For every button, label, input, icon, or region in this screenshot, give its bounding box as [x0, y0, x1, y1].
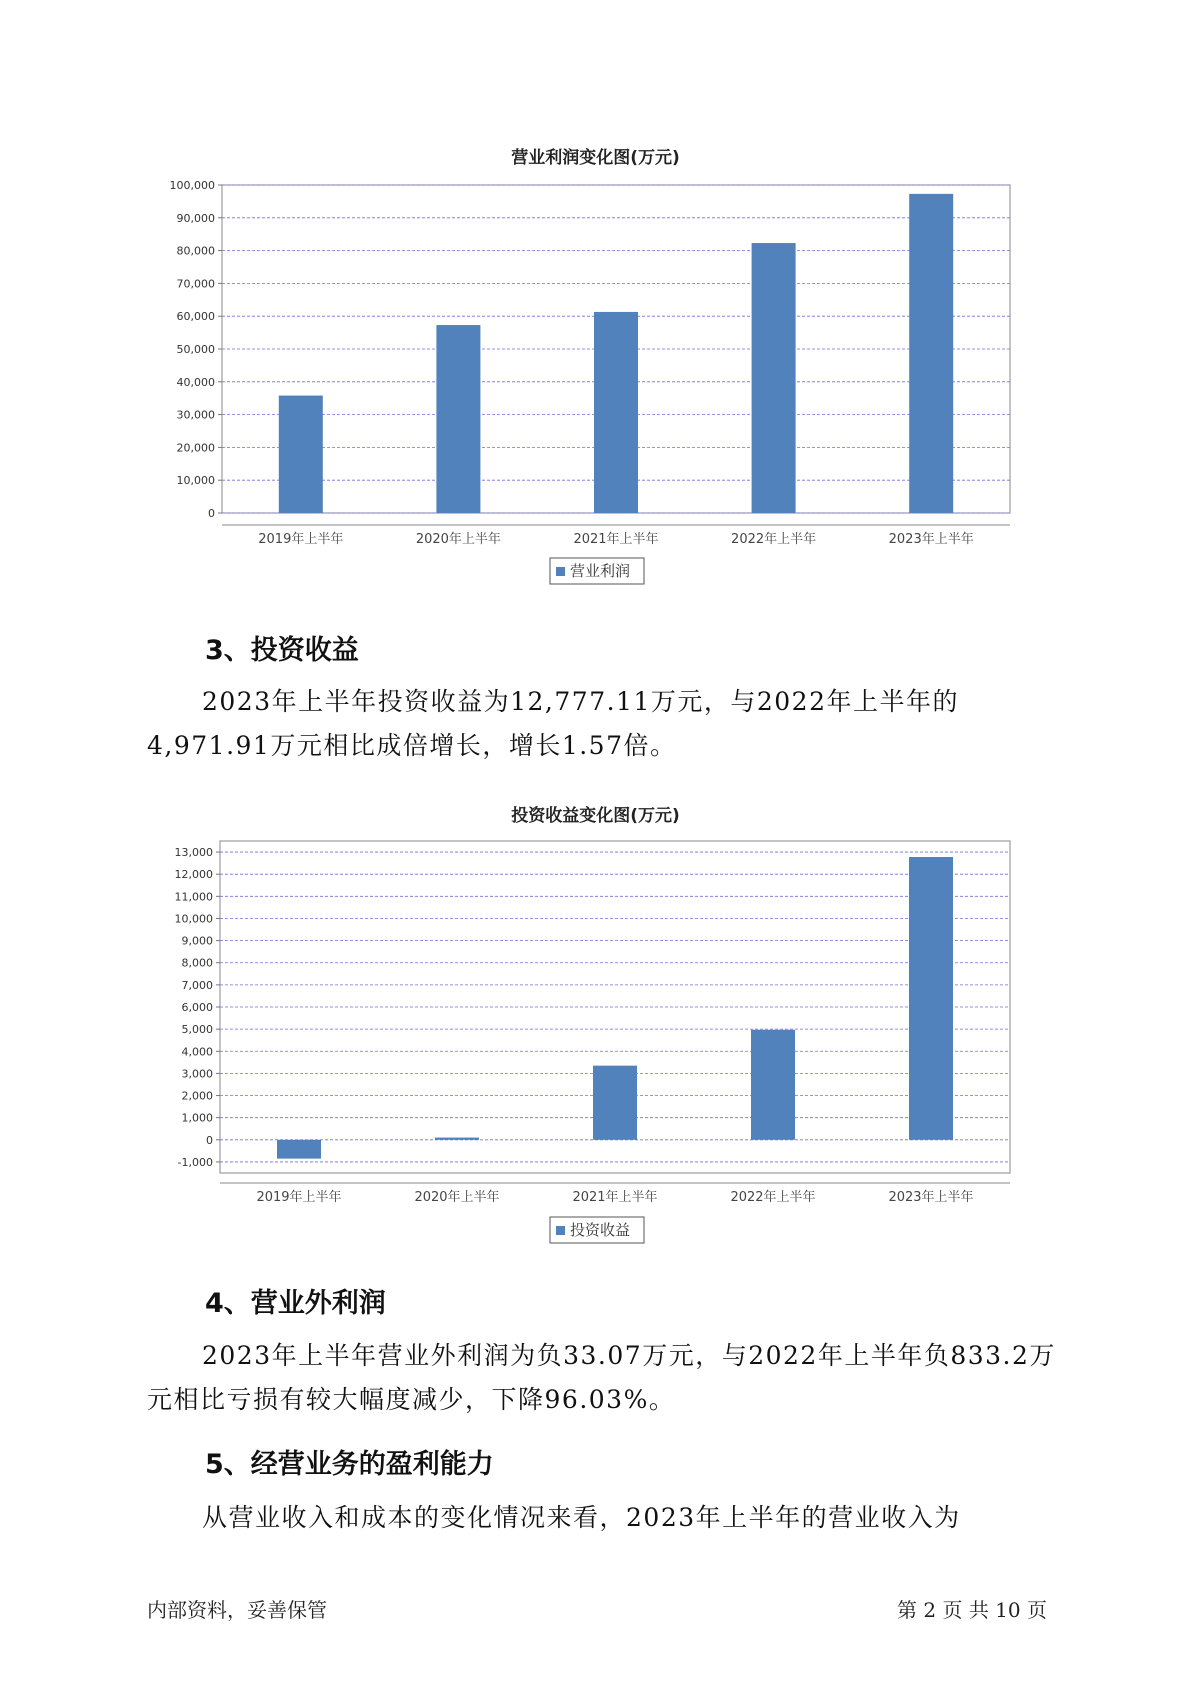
x-tick-label: 2020年上半年	[414, 1190, 500, 1205]
y-tick-label: 5,000	[181, 1023, 213, 1037]
y-tick-label: 8,000	[181, 956, 213, 970]
x-tick-label: 2019年上半年	[256, 1190, 342, 1205]
footer-page-number: 第 2 页 共 10 页	[897, 1598, 1047, 1622]
y-tick-label: 90,000	[176, 211, 215, 225]
x-tick-label: 2022年上半年	[730, 1190, 816, 1205]
heading-investment-income: 3、投资收益	[205, 635, 359, 666]
y-tick-label: 80,000	[176, 244, 215, 258]
bar	[435, 1138, 479, 1140]
y-tick-label: 20,000	[176, 441, 215, 455]
chart1-title: 营业利润变化图(万元)	[511, 148, 680, 168]
y-tick-label: 13,000	[174, 846, 213, 860]
y-tick-label: 2,000	[181, 1089, 213, 1103]
footer-confidential-note: 内部资料，妥善保管	[147, 1598, 327, 1622]
x-tick-label: 2021年上半年	[572, 1190, 658, 1205]
y-tick-label: 9,000	[181, 934, 213, 948]
y-tick-label: 60,000	[176, 310, 215, 324]
paragraph-investment-income: 2023年上半年投资收益为12,777.11万元，与2022年上半年的4,971.91万元相比成倍增长，增长1.57倍。	[147, 687, 959, 760]
y-tick-label: 3,000	[181, 1067, 213, 1081]
bar	[909, 857, 953, 1140]
paragraph-business-profitability: 从营业收入和成本的变化情况来看，2023年上半年的营业收入为	[202, 1503, 961, 1532]
y-tick-label: 50,000	[176, 343, 215, 356]
y-tick-label: 10,000	[174, 912, 213, 926]
bar	[277, 1140, 321, 1159]
y-tick-label: 6,000	[181, 1001, 213, 1014]
y-tick-label: 12,000	[174, 868, 213, 882]
y-tick-label: 0	[206, 1133, 213, 1147]
y-tick-label: 70,000	[176, 277, 215, 291]
bar	[751, 1030, 795, 1140]
x-tick-label: 2020年上半年	[415, 532, 501, 547]
y-tick-label: 7,000	[181, 978, 213, 992]
heading-business-profitability: 5、经营业务的盈利能力	[205, 1449, 494, 1480]
bar	[593, 1066, 637, 1140]
heading-non-operating-profit: 4、营业外利润	[205, 1288, 386, 1319]
x-tick-label: 2023年上半年	[888, 1190, 974, 1205]
y-tick-label: 4,000	[181, 1045, 213, 1059]
y-tick-label: 11,000	[174, 890, 213, 904]
x-tick-label: 2022年上半年	[731, 532, 817, 547]
legend-label: 投资收益	[570, 1221, 631, 1239]
x-tick-label: 2021年上半年	[573, 532, 659, 547]
y-tick-label: 30,000	[176, 408, 215, 422]
y-tick-label: -1,000	[177, 1155, 213, 1169]
y-tick-label: 1,000	[181, 1111, 213, 1125]
y-tick-label: 0	[208, 507, 215, 520]
x-tick-label: 2023年上半年	[888, 532, 974, 547]
y-tick-label: 10,000	[176, 474, 215, 488]
y-tick-label: 40,000	[176, 375, 215, 389]
paragraph-non-operating-profit: 2023年上半年营业外利润为负33.07万元，与2022年上半年负833.2万元相比亏损有较大幅度减少，下降96.03%。	[147, 1341, 1056, 1414]
chart2-title: 投资收益变化图(万元)	[511, 806, 680, 826]
x-tick-label: 2019年上半年	[258, 532, 344, 547]
legend-swatch	[556, 1226, 565, 1235]
legend-label: 营业利润	[570, 562, 631, 580]
y-tick-label: 100,000	[169, 179, 215, 192]
